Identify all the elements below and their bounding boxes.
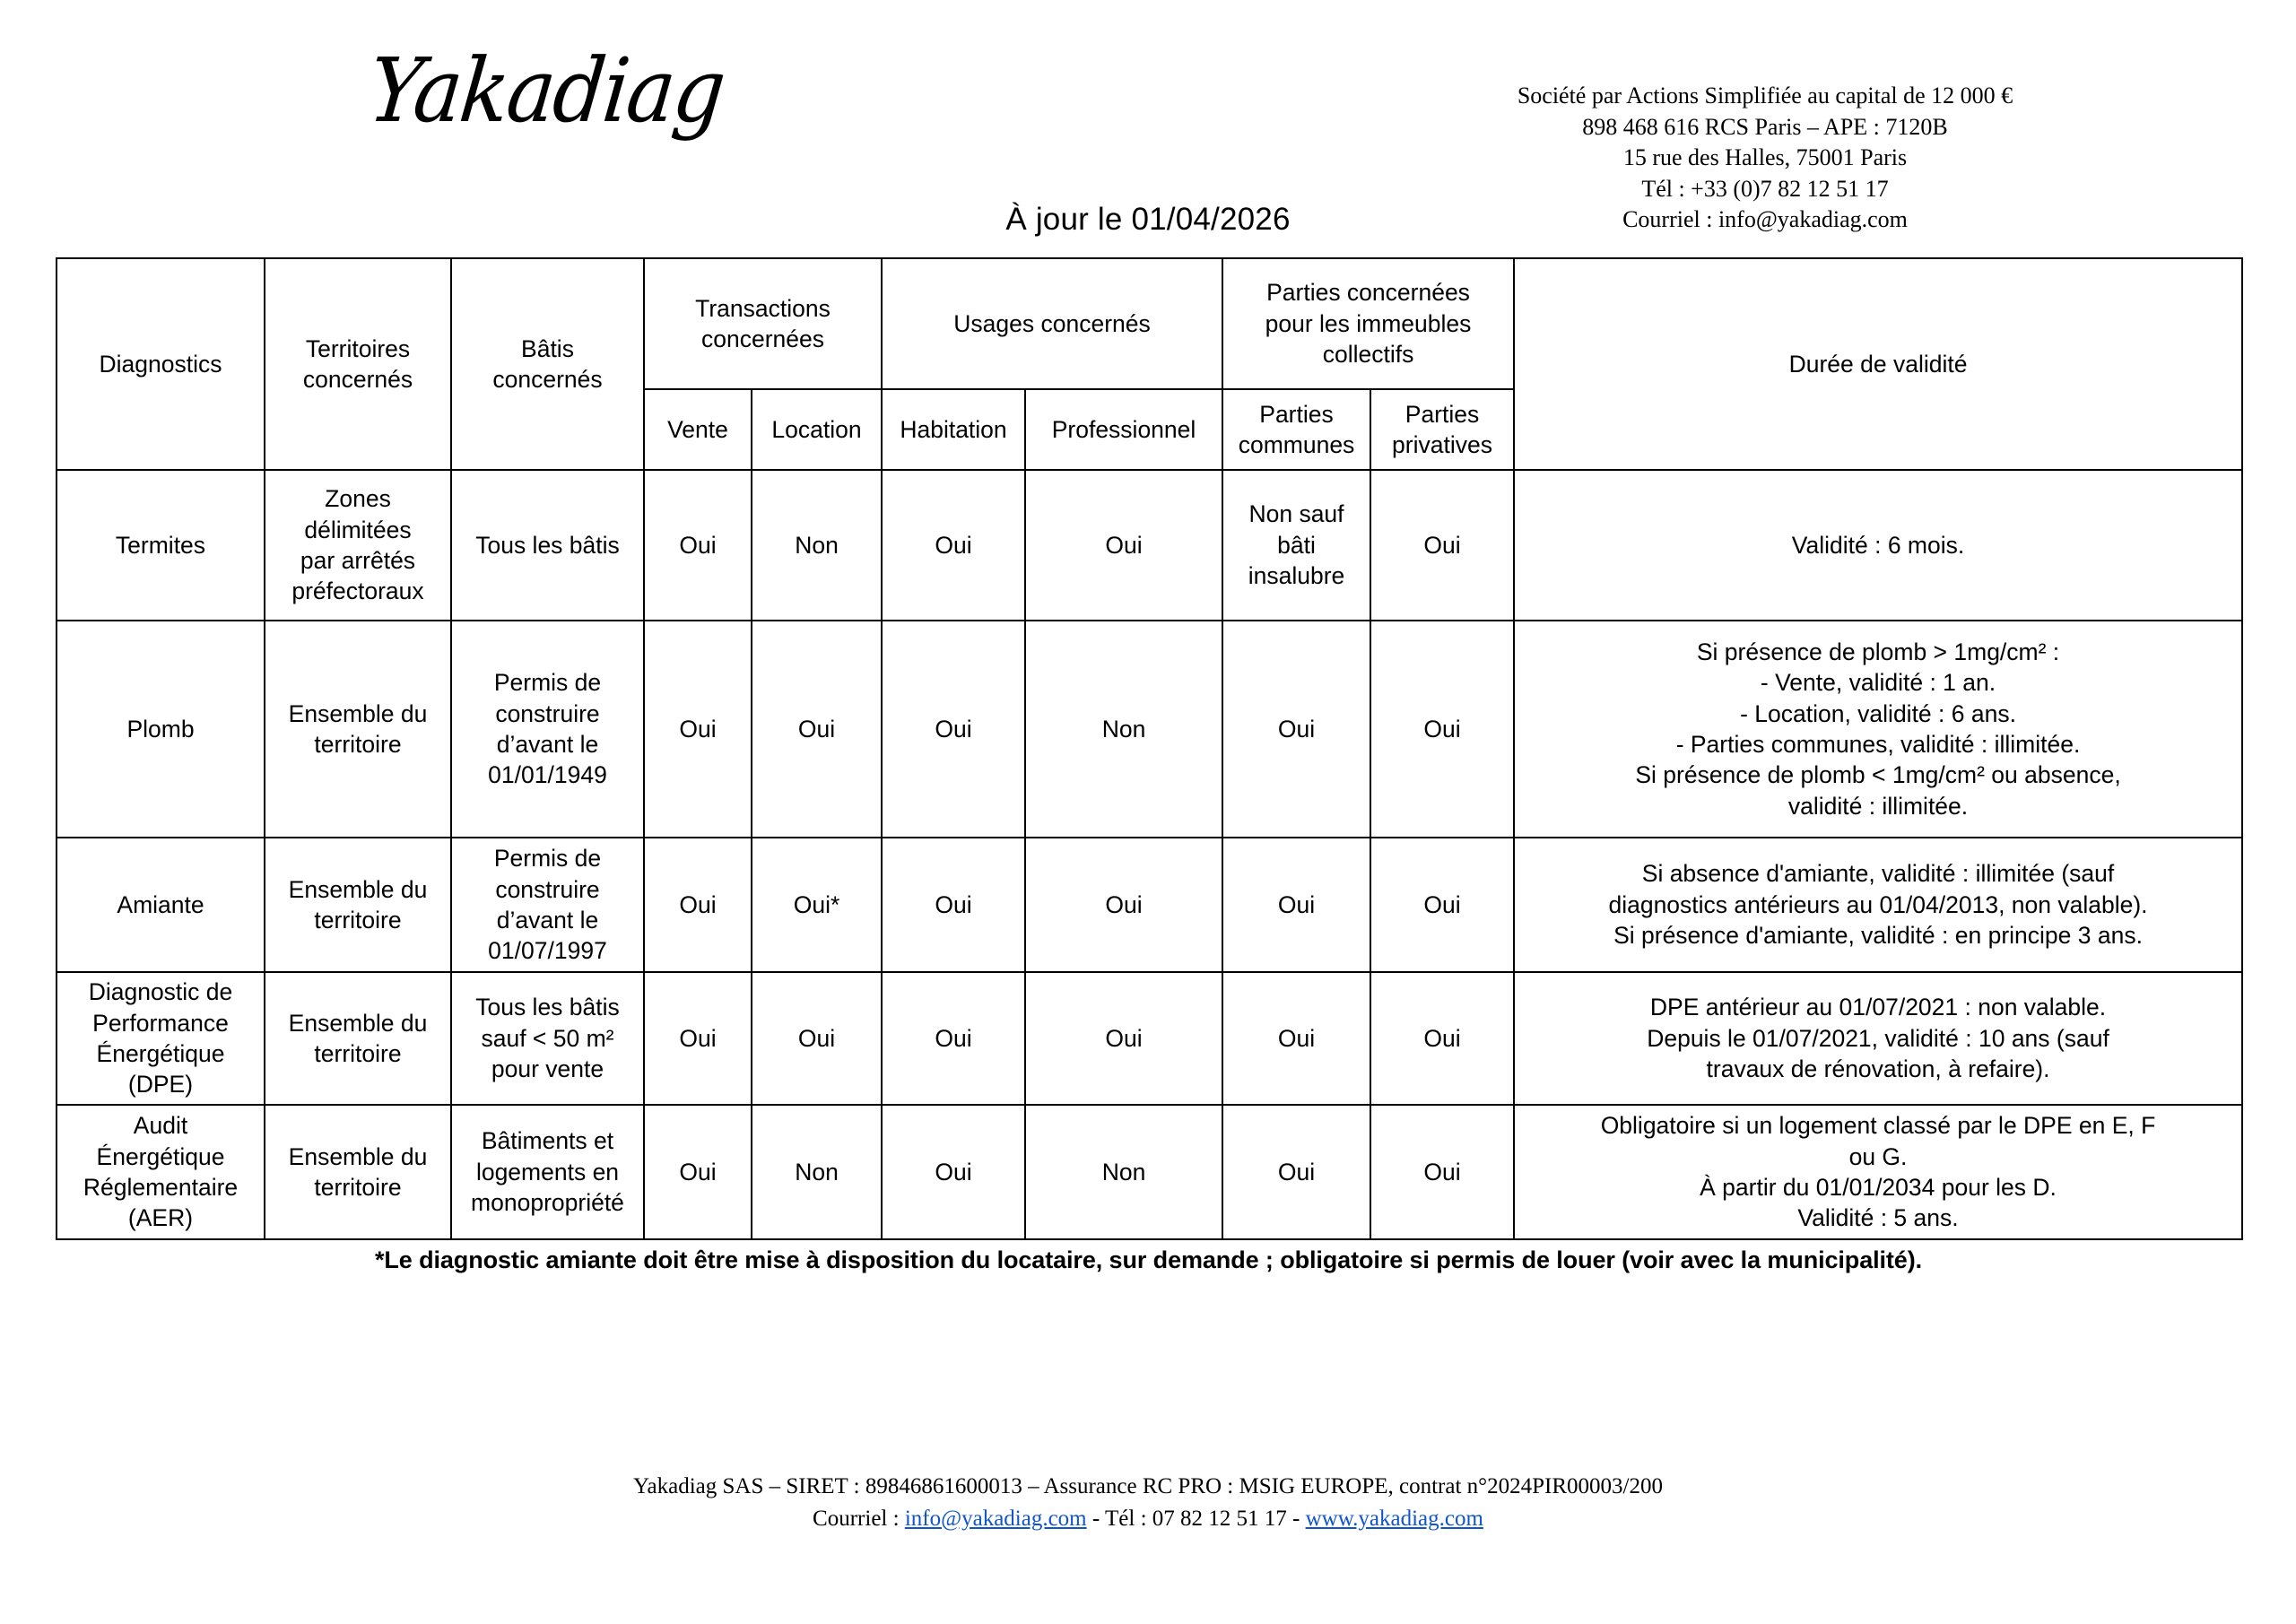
cell-duree-validite: DPE antérieur au 01/07/2021 : non valable. Depuis le 01/07/2021, validité : 10 ans (sauf travaux de rénovation, à refaire). (1514, 972, 2242, 1105)
cell-vente: Oui (644, 470, 752, 621)
col-header-professionnel: Professionnel (1025, 389, 1222, 470)
cell-parties-communes: Non sauf bâti insalubre (1222, 470, 1370, 621)
footer-phone-text: - Tél : 07 82 12 51 17 - (1086, 1506, 1306, 1531)
cell-vente: Oui (644, 972, 752, 1105)
cell-parties-communes: Oui (1222, 838, 1370, 972)
cell-diagnostic: Audit Énergétique Réglementaire (AER) (57, 1105, 265, 1239)
col-header-parties-communes: Parties communes (1222, 389, 1370, 470)
cell-diagnostic: Amiante (57, 838, 265, 972)
cell-diagnostic: Diagnostic de Performance Énergétique (DPE) (57, 972, 265, 1105)
company-address: 15 rue des Halles, 75001 Paris (1622, 144, 1908, 171)
table-row (57, 1105, 2242, 1239)
cell-vente: Oui (644, 621, 752, 838)
footer-email-label: Courriel : (813, 1506, 905, 1531)
cell-territoire: Ensemble du territoire (265, 972, 451, 1105)
cell-habitation: Oui (882, 470, 1025, 621)
cell-vente: Oui (644, 1105, 752, 1239)
cell-duree-validite: Si absence d'amiante, validité : illimitée (sauf diagnostics antérieurs au 01/04/2013, non valable). Si présence d'amiante, validité : en principe 3 ans. (1514, 838, 2242, 972)
cell-territoire: Zones délimitées par arrêtés préfectoraux (265, 470, 451, 621)
cell-professionnel: Oui (1025, 972, 1222, 1105)
company-email: Courriel : info@yakadiag.com (1622, 206, 1908, 233)
cell-parties-privatives: Oui (1370, 621, 1514, 838)
table-row (57, 621, 2242, 838)
table-row (57, 972, 2242, 1105)
cell-parties-privatives: Oui (1370, 972, 1514, 1105)
cell-bati: Permis de construire d’avant le 01/07/1997 (451, 838, 644, 972)
col-header-batis: Bâtis concernés (451, 258, 644, 470)
cell-habitation: Oui (882, 621, 1025, 838)
document-footer (0, 1471, 2296, 1534)
cell-bati: Bâtiments et logements en monopropriété (451, 1105, 644, 1239)
cell-location: Non (752, 1105, 882, 1239)
cell-location: Non (752, 470, 882, 621)
table-header-row-top (57, 258, 2242, 389)
cell-location: Oui (752, 621, 882, 838)
col-header-location: Location (752, 389, 882, 470)
col-header-duree-validite: Durée de validité (1514, 258, 2242, 470)
cell-professionnel: Oui (1025, 838, 1222, 972)
cell-duree-validite: Obligatoire si un logement classé par le DPE en E, F ou G. À partir du 01/01/2034 pour les D. Validité : 5 ans. (1514, 1105, 2242, 1239)
diagnostics-table (56, 257, 2243, 1240)
cell-bati: Tous les bâtis (451, 470, 644, 621)
cell-parties-communes: Oui (1222, 621, 1370, 838)
company-registration: 898 468 616 RCS Paris – APE : 7120B (1582, 113, 1948, 140)
company-info-block (1290, 81, 2240, 236)
table-footnote: *Le diagnostic amiante doit être mise à disposition du locataire, sur demande ; obligatoire si permis de louer (voir avec la municipalité). (374, 1246, 1923, 1273)
cell-professionnel: Oui (1025, 470, 1222, 621)
cell-bati: Permis de construire d’avant le 01/01/1949 (451, 621, 644, 838)
col-header-transactions: Transactions concernées (644, 258, 882, 389)
cell-parties-communes: Oui (1222, 972, 1370, 1105)
cell-parties-privatives: Oui (1370, 1105, 1514, 1239)
footer-website-link[interactable]: www.yakadiag.com (1305, 1506, 1483, 1531)
cell-habitation: Oui (882, 838, 1025, 972)
company-phone: Tél : +33 (0)7 82 12 51 17 (1641, 175, 1889, 202)
col-header-parties-immeubles: Parties concernées pour les immeubles collectifs (1222, 258, 1514, 389)
cell-diagnostic: Termites (57, 470, 265, 621)
table-row (57, 838, 2242, 972)
cell-parties-privatives: Oui (1370, 470, 1514, 621)
col-header-vente: Vente (644, 389, 752, 470)
footer-email-link[interactable]: info@yakadiag.com (904, 1506, 1087, 1531)
col-header-territoires: Territoires concernés (265, 258, 451, 470)
cell-duree-validite: Validité : 6 mois. (1514, 470, 2242, 621)
cell-bati: Tous les bâtis sauf < 50 m² pour vente (451, 972, 644, 1105)
cell-parties-privatives: Oui (1370, 838, 1514, 972)
company-legal-form: Société par Actions Simplifiée au capital de 12 000 € (1517, 83, 2013, 109)
cell-location: Oui* (752, 838, 882, 972)
cell-professionnel: Non (1025, 1105, 1222, 1239)
cell-duree-validite: Si présence de plomb > 1mg/cm² : - Vente, validité : 1 an. - Location, validité : 6 ans. - Parties communes, validité : illimitée. Si présence de plomb < 1mg/cm² ou absence, validité : illimitée. (1514, 621, 2242, 838)
page-title: À jour le 01/04/2026 (1005, 202, 1291, 237)
cell-habitation: Oui (882, 1105, 1025, 1239)
footer-contact-line (0, 1503, 2296, 1535)
cell-vente: Oui (644, 838, 752, 972)
cell-diagnostic: Plomb (57, 621, 265, 838)
cell-territoire: Ensemble du territoire (265, 621, 451, 838)
company-logo: Yakadiag (363, 39, 729, 143)
col-header-diagnostics: Diagnostics (57, 258, 265, 470)
table-row (57, 470, 2242, 621)
cell-parties-communes: Oui (1222, 1105, 1370, 1239)
col-header-habitation: Habitation (882, 389, 1025, 470)
col-header-usages: Usages concernés (882, 258, 1222, 389)
cell-habitation: Oui (882, 972, 1025, 1105)
cell-location: Oui (752, 972, 882, 1105)
cell-territoire: Ensemble du territoire (265, 1105, 451, 1239)
footer-legal-line: Yakadiag SAS – SIRET : 89846861600013 – Assurance RC PRO : MSIG EUROPE, contrat n°2024PIR00003/200 (632, 1474, 1663, 1498)
cell-territoire: Ensemble du territoire (265, 838, 451, 972)
cell-professionnel: Non (1025, 621, 1222, 838)
col-header-parties-privatives: Parties privatives (1370, 389, 1514, 470)
